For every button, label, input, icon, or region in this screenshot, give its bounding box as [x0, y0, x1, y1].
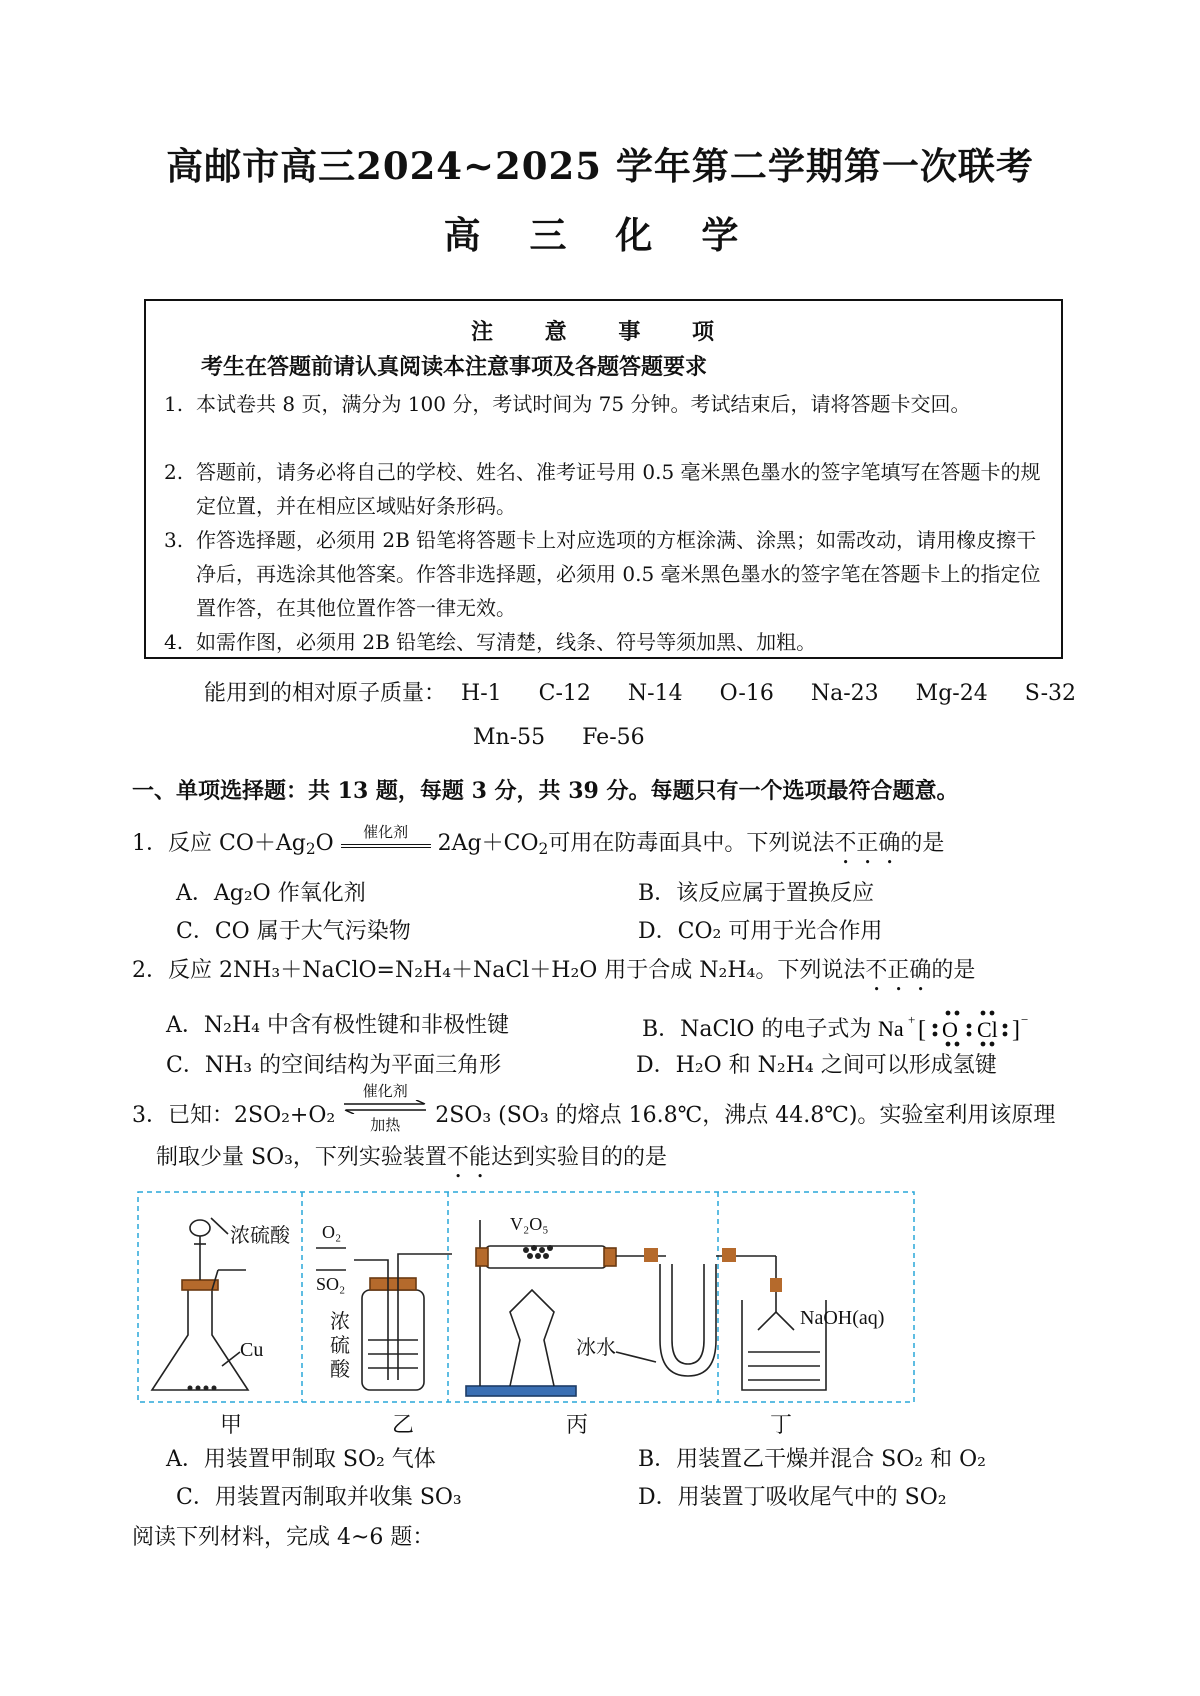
notice-item-number: 2. [164, 460, 184, 484]
option-d[interactable]: D．CO₂ 可用于光合作用 [638, 919, 883, 944]
label-naoh: NaOH(aq) [800, 1307, 885, 1329]
svg-text:Cl: Cl [977, 1017, 999, 1042]
notice-item [164, 387, 1044, 421]
subject-title: 高 三 化 学 [443, 213, 757, 257]
option-c[interactable]: C．用装置丙制取并收集 SO₃ [176, 1485, 462, 1510]
atomic-mass: N-14 [627, 681, 683, 706]
option-b[interactable]: B．用装置乙干燥并混合 SO₂ 和 O₂ [638, 1447, 986, 1472]
atomic-mass: Fe-56 [582, 725, 645, 750]
apparatus-svg [136, 1190, 916, 1406]
question-text: 达到实验目的的是 [490, 1145, 667, 1170]
notice-item-text: 如需作图，必须用 2B 铅笔绘、写清楚，线条、符号等须加黑、加粗。 [196, 630, 817, 654]
notice-item-number: 1. [164, 392, 184, 416]
option-d[interactable]: D．H₂O 和 N₂H₄ 之间可以形成氢键 [636, 1053, 997, 1078]
caption-yi: 乙 [392, 1413, 415, 1438]
svg-text:Na: Na [878, 1016, 905, 1041]
question-number: 3． [132, 1103, 168, 1128]
label-acid-v3: 酸 [330, 1359, 350, 1381]
notice-item [164, 523, 1044, 625]
label-ice: 冰水 [576, 1337, 616, 1359]
option-a[interactable]: A．用装置甲制取 SO₂ 气体 [166, 1447, 436, 1472]
label-so2: SO₂ [316, 1274, 346, 1294]
question-text: 制取少量 SO₃，下列实验装置 [156, 1145, 447, 1170]
caption-jia: 甲 [220, 1413, 243, 1438]
reversible-arrow [342, 1082, 428, 1134]
question-text: 的是 [931, 958, 976, 983]
electron-formula-graphic [878, 1008, 1038, 1048]
question-text: 2SO₃ (SO₃ 的熔点 16.8℃，沸点 44.8℃)。实验室利用该原理 [435, 1103, 1056, 1128]
option-a[interactable]: A．N₂H₄ 中含有极性键和非极性键 [166, 1013, 509, 1038]
exam-title: 高邮市高三2024~2025 学年第二学期第一次联考 [166, 144, 1034, 188]
question-number: 1． [132, 831, 168, 856]
notice-item-number: 4. [164, 630, 184, 654]
notice-item-number: 3. [164, 528, 184, 552]
notice-item-text: 本试卷共 8 页，满分为 100 分，考试时间为 75 分钟。考试结束后，请将答题卡交回。 [196, 392, 971, 416]
condition-top: 催化剂 [362, 1082, 408, 1100]
caption-ding: 丁 [770, 1413, 793, 1438]
svg-text:−: − [1021, 1012, 1029, 1027]
caption-bing: 丙 [566, 1413, 589, 1438]
option-c[interactable]: C．NH₃ 的空间结构为平面三角形 [166, 1053, 502, 1078]
atomic-mass: S-32 [1024, 681, 1077, 706]
label-v2o5: V₂O₅ [510, 1214, 549, 1234]
notice-heading: 注 意 事 项 [471, 319, 736, 345]
condition-bottom: 加热 [370, 1116, 401, 1134]
svg-text:O: O [942, 1017, 959, 1042]
question-1-stem: 1．反应 $CO+Ag_2O$ 催化剂 $2Ag+CO_2$可用在防毒面具中。下列说法不正确的是 [132, 822, 945, 858]
question-3-stem-line2 [156, 1140, 667, 1183]
section-heading: 一、单项选择题：共 13 题，每题 3 分，共 39 分。每题只有一个选项最符合题意。 [132, 778, 959, 804]
question-2-stem [132, 953, 975, 996]
option-b[interactable]: B．该反应属于置换反应 [638, 881, 875, 906]
atomic-mass-row-2 [473, 725, 675, 750]
atomic-mass: C-12 [538, 681, 591, 706]
reaction-arrow [341, 821, 431, 848]
label-acid-v1: 浓 [330, 1311, 350, 1333]
option-text: B．NaClO 的电子式为 [642, 1017, 872, 1042]
equilibrium-arrows-icon [342, 1100, 428, 1114]
option-a[interactable]: A．Ag₂O 作氧化剂 [176, 881, 366, 906]
atomic-mass: H-1 [461, 681, 502, 706]
svg-text:[: [ [918, 1017, 927, 1043]
svg-text:+: + [908, 1012, 916, 1027]
label-cu: Cu [240, 1339, 264, 1361]
question-number: 2． [132, 958, 168, 983]
question-3-stem [132, 1082, 1056, 1134]
notice-subheading: 考生在答题前请认真阅读本注意事项及各题答题要求 [201, 354, 708, 380]
question-text: 反应 2NH₃＋NaClO=N₂H₄＋NaCl＋H₂O 用于合成 N₂H₄。下列说法 [168, 958, 866, 983]
emphasis-text: 不正确 [865, 958, 932, 983]
notice-item [164, 455, 1044, 523]
notice-item-text: 答题前，请务必将自己的学校、姓名、准考证号用 0.5 毫米黑色墨水的签字笔填写在答题卡的规定位置，并在相应区域贴好条形码。 [196, 460, 1041, 518]
notice-item-text: 作答选择题，必须用 2B 铅笔将答题卡上对应选项的方框涂满、涂黑；如需改动，请用橡皮擦干净后，再选涂其他答案。作答非选择题，必须用 0.5 毫米黑色墨水的签字笔在答题卡上的指定位置作答，在其他位置作答一律无效。 [196, 528, 1041, 620]
notice-box [144, 299, 1063, 659]
emphasis-text: 不能 [446, 1145, 491, 1170]
label-acid-v2: 硫 [330, 1335, 350, 1357]
setup-bing [466, 1220, 756, 1396]
atomic-mass: Mg-24 [915, 681, 988, 706]
label-o2: O₂ [322, 1222, 342, 1242]
option-c[interactable]: C．CO 属于大气污染物 [176, 919, 411, 944]
question-text: 可用在防毒面具中。下列说法 [548, 831, 835, 856]
atomic-mass: O-16 [719, 681, 774, 706]
option-d[interactable]: D．用装置丁吸收尾气中的 SO₂ [638, 1485, 947, 1510]
question-text: 的是 [900, 831, 945, 856]
atomic-mass-row [204, 676, 1076, 707]
catalyst-label: 催化剂 [363, 822, 409, 841]
reading-instruction: 阅读下列材料，完成 4~6 题： [132, 1525, 435, 1550]
emphasis-text: 不正确 [834, 831, 901, 856]
atomic-mass-label: 能用到的相对原子质量： [204, 681, 447, 706]
option-b[interactable] [642, 1008, 1038, 1048]
apparatus-diagram [136, 1190, 916, 1406]
label-acid: 浓硫酸 [230, 1225, 290, 1247]
question-text: 已知：2SO₂+O₂ [168, 1103, 336, 1128]
notice-item [164, 625, 1044, 659]
svg-text:]: ] [1012, 1017, 1021, 1043]
atomic-mass: Na-23 [810, 681, 879, 706]
atomic-mass: Mn-55 [473, 725, 546, 750]
